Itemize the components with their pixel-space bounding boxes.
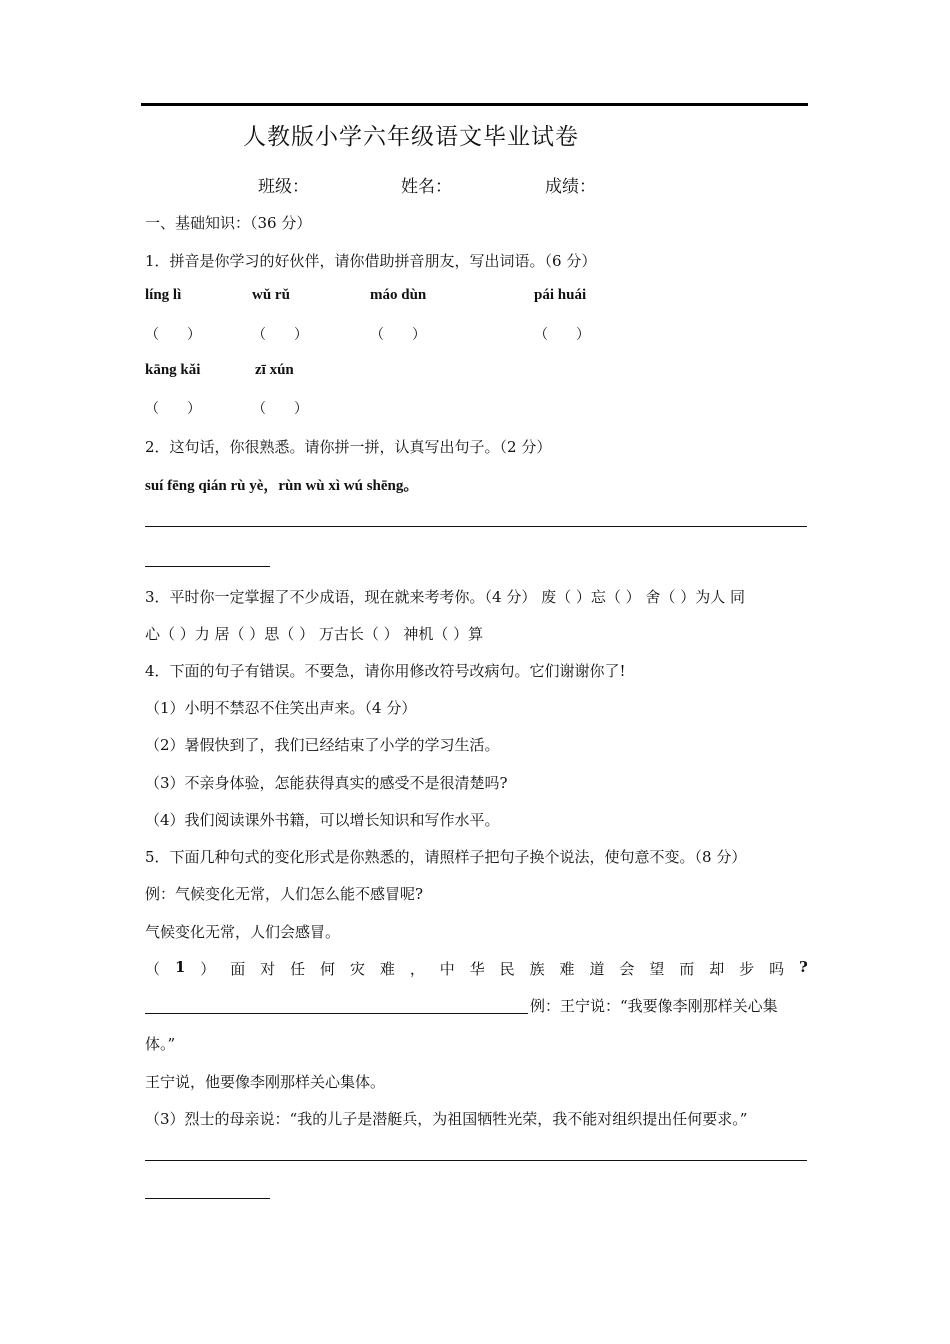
justified-char: 而 xyxy=(679,960,695,978)
justified-char: 会 xyxy=(619,960,635,978)
answer-blank[interactable]: （ ） xyxy=(252,327,308,343)
answer-line[interactable] xyxy=(145,566,270,567)
section-heading: 一、基础知识：（36 分） xyxy=(145,214,312,232)
justified-char: 道 xyxy=(589,960,605,978)
justified-char: 对 xyxy=(260,960,276,978)
question-5-text: 5．下面几种句式的变化形式是你熟悉的，请照样子把句子换个说法，使句意不变。（8 分） xyxy=(145,848,747,866)
justified-char: 民 xyxy=(499,960,515,978)
question-4-item: （2）暑假快到了，我们已经结束了小学的学习生活。 xyxy=(145,736,500,754)
question-4-text: 4．下面的句子有错误。不要急，请你用修改符号改病句。它们谢谢你了! xyxy=(145,662,626,680)
pinyin-item: líng lì xyxy=(145,287,182,303)
justified-char: ） xyxy=(200,960,216,978)
answer-blank[interactable]: （ ） xyxy=(145,327,201,343)
class-label: 班级： xyxy=(258,177,309,197)
pinyin-item: wǔ rǔ xyxy=(252,287,290,303)
question-1-text: 1．拼音是你学习的好伙伴，请你借助拼音朋友，写出词语。（6 分） xyxy=(145,252,597,270)
justified-char: 望 xyxy=(649,960,665,978)
answer-line[interactable] xyxy=(145,1013,528,1014)
answer-line[interactable] xyxy=(145,1198,270,1199)
justified-char: 1 xyxy=(174,958,186,976)
justified-char: （ xyxy=(145,960,161,978)
answer-blank[interactable]: （ ） xyxy=(252,401,308,417)
justified-char: ， xyxy=(409,960,425,978)
justified-char: 族 xyxy=(529,960,545,978)
justified-char: 吗 xyxy=(769,960,785,978)
example-2-continued: 体。” xyxy=(145,1035,176,1053)
justified-char: 任 xyxy=(290,960,306,978)
pinyin-item: pái huái xyxy=(534,287,587,303)
example-1-answer: 气候变化无常，人们会感冒。 xyxy=(145,923,341,941)
example-1: 例：气候变化无常，人们怎么能不感冒呢? xyxy=(145,885,424,903)
example-2: 例：王宁说：“我要像李刚那样关心集 xyxy=(530,997,778,1015)
question-5-item-1 xyxy=(145,958,808,979)
question-4-item: （4）我们阅读课外书籍，可以增长知识和写作水平。 xyxy=(145,811,500,829)
answer-line[interactable] xyxy=(145,526,807,527)
justified-char: ? xyxy=(799,958,808,976)
pinyin-item: zī xún xyxy=(255,362,294,378)
top-rule xyxy=(141,103,808,106)
justified-char: 中 xyxy=(439,960,455,978)
justified-char: 灾 xyxy=(349,960,365,978)
answer-blank[interactable]: （ ） xyxy=(145,401,201,417)
answer-blank[interactable]: （ ） xyxy=(370,327,426,343)
justified-char: 华 xyxy=(469,960,485,978)
pinyin-item: máo dùn xyxy=(370,287,427,303)
question-3-line-2: 心（ ）力 居（ ）思（ ） 万古长（ ） 神机（ ）算 xyxy=(145,625,484,643)
example-2-answer: 王宁说，他要像李刚那样关心集体。 xyxy=(145,1073,386,1091)
question-2-pinyin: suí fēng qián rù yè，rùn wù xì wú shēng。 xyxy=(145,478,419,494)
answer-blank[interactable]: （ ） xyxy=(534,327,590,343)
name-label: 姓名： xyxy=(401,177,452,197)
pinyin-item: kāng kǎi xyxy=(145,362,201,378)
question-2-text: 2．这句话，你很熟悉。请你拼一拼，认真写出句子。（2 分） xyxy=(145,438,552,456)
page-title: 人教版小学六年级语文毕业试卷 xyxy=(243,124,579,150)
question-3-line-1: 3．平时你一定掌握了不少成语，现在就来考考你。（4 分） 废（ ）忘（ ） 舍（ ）为人 同 xyxy=(145,588,745,606)
answer-line[interactable] xyxy=(145,1160,807,1161)
justified-char: 面 xyxy=(230,960,246,978)
justified-char: 难 xyxy=(379,960,395,978)
justified-char: 步 xyxy=(739,960,755,978)
question-5-item-3: （3）烈士的母亲说：“我的儿子是潜艇兵，为祖国牺牲光荣，我不能对组织提出任何要求。” xyxy=(145,1110,748,1128)
justified-char: 何 xyxy=(320,960,336,978)
question-4-item: （3）不亲身体验，怎能获得真实的感受不是很清楚吗? xyxy=(145,774,508,792)
justified-char: 难 xyxy=(559,960,575,978)
score-label: 成绩： xyxy=(545,177,596,197)
question-4-item: （1）小明不禁忍不住笑出声来。（4 分） xyxy=(145,699,417,717)
justified-char: 却 xyxy=(709,960,725,978)
